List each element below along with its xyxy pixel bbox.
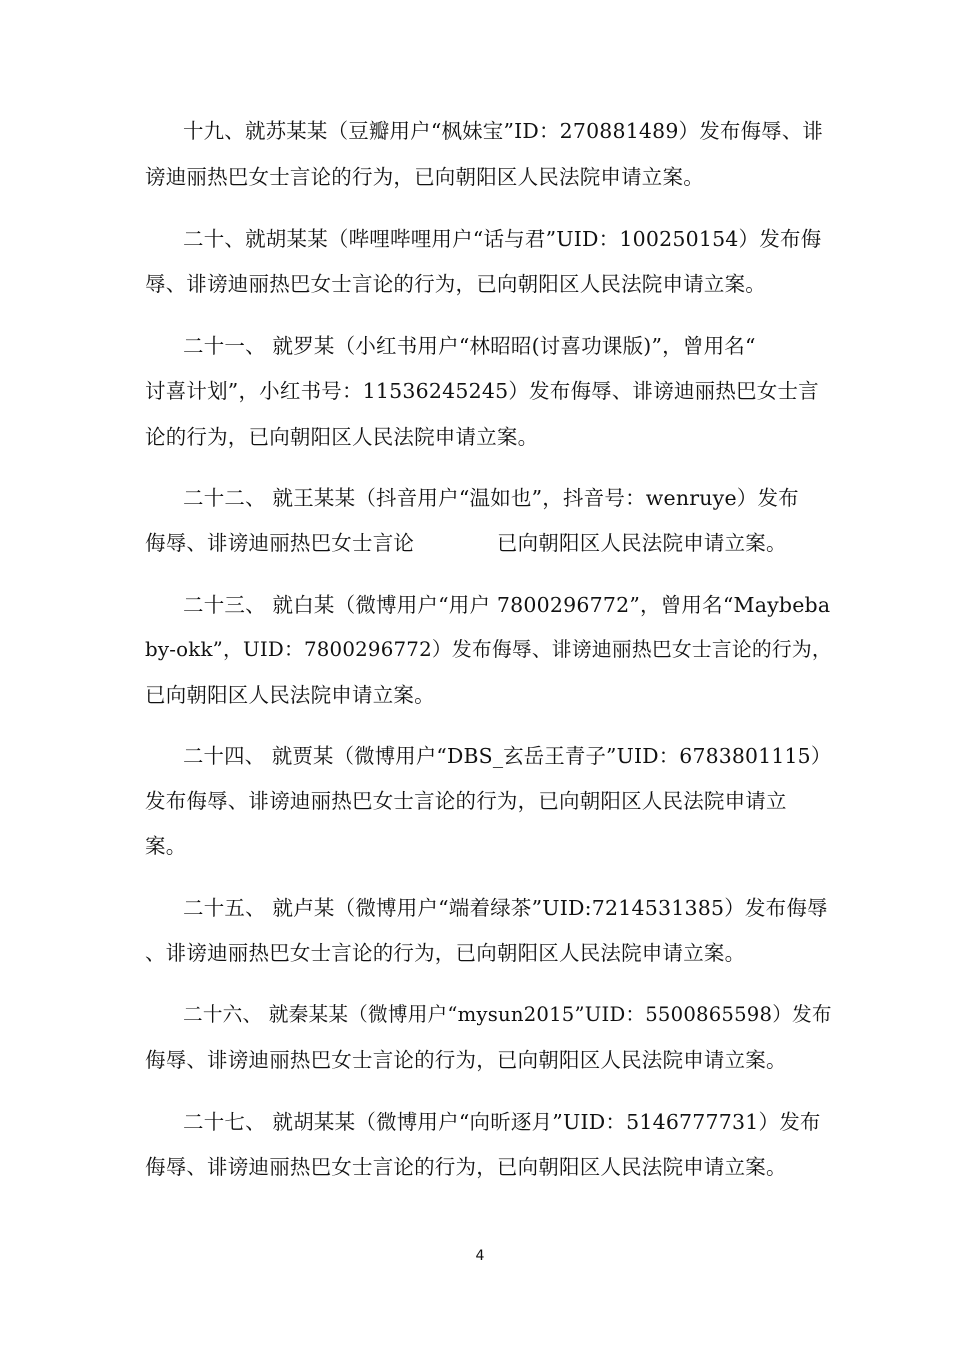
paragraph-line: 讨喜计划”，小红书号：11536245245）发布侮辱、诽谤迪丽热巴女士言 [145,379,819,403]
paragraph-line: 论的行为，已向朝阳区人民法院申请立案。 [145,425,539,449]
paragraph-line: 二十六、 就秦某某（微博用户“mysun2015”UID：5500865598）发布 [183,1003,832,1026]
paragraph-line: 十九、就苏某某（豆瓣用户“枫妹宝”ID：270881489）发布侮辱、诽 [183,119,824,143]
paragraph-line: 二十一、 就罗某（小红书用户“林昭昭(讨喜功课版)”，曾用名“ [183,334,756,358]
paragraph-line: 侮辱、诽谤迪丽热巴女士言论的行为，已向朝阳区人民法院申请立案。 [145,1048,787,1072]
paragraph-line: by-okk”，UID：7800296772）发布侮辱、诽谤迪丽热巴女士言论的行为， [145,638,832,661]
paragraph-line: 案。 [145,834,187,858]
paragraph-line: 侮辱、诽谤迪丽热巴女士言论的行为，已向朝阳区人民法院申请立案。 [145,1155,787,1179]
paragraph-line: 二十三、 就白某（微博用户“用户 7800296772”，曾用名“Maybeba [183,593,831,617]
paragraph-line: 辱、诽谤迪丽热巴女士言论的行为，已向朝阳区人民法院申请立案。 [145,272,766,296]
paragraph-line: 二十二、 就王某某（抖音用户“温如也”，抖音号：wenruye）发布 [183,486,799,510]
paragraph-line: 已向朝阳区人民法院申请立案。 [145,683,435,707]
paragraph-line: 谤迪丽热巴女士言论的行为，已向朝阳区人民法院申请立案。 [145,165,704,189]
paragraph-line: 侮辱、诽谤迪丽热巴女士言论 已向朝阳区人民法院申请立案。 [145,531,787,555]
page-number: 4 [475,1248,485,1264]
paragraph-line: 二十、就胡某某（哔哩哔哩用户“话与君”UID：100250154）发布侮 [183,227,822,251]
paragraph-line: 、诽谤迪丽热巴女士言论的行为，已向朝阳区人民法院申请立案。 [145,941,746,965]
paragraph-line: 二十五、 就卢某（微博用户“端着绿茶”UID:7214531385）发布侮辱 [183,896,828,920]
paragraph-line: 二十四、 就贾某（微博用户“DBS_玄岳王青子”UID：6783801115） [183,744,832,768]
paragraph-line: 发布侮辱、诽谤迪丽热巴女士言论的行为，已向朝阳区人民法院申请立 [145,789,787,813]
paragraph-line: 二十七、 就胡某某（微博用户“向昕逐月”UID：5146777731）发布 [183,1110,821,1134]
